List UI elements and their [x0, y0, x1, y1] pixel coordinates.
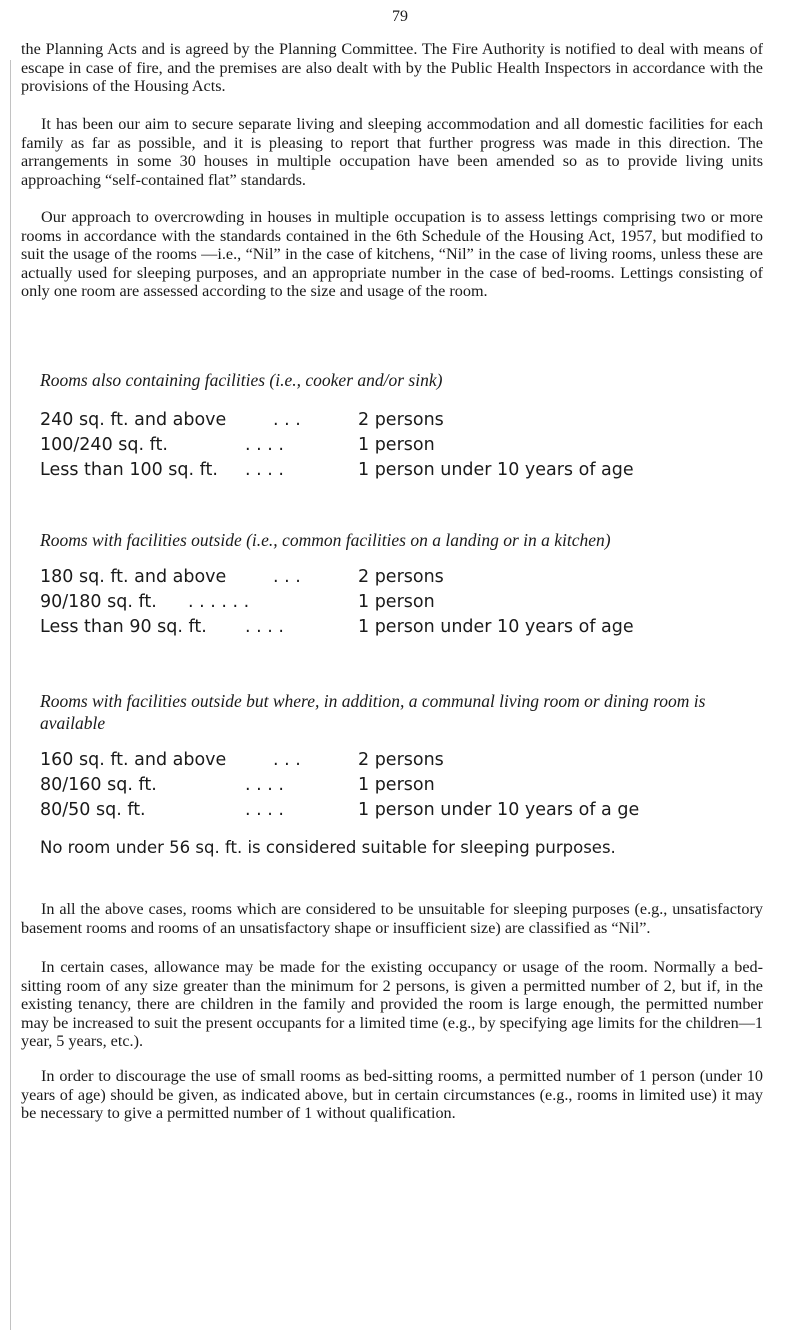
- leader-dots: . . .: [273, 567, 301, 587]
- permitted-persons: 1 person under 10 years of age: [358, 617, 634, 637]
- table-facilities-inside: [40, 408, 770, 483]
- paragraph-aim: It has been our aim to secure separate living and sleeping accommodation and all domestic facilities for each family as far as possible, and it is pleasing to report that further progress was made in this direction. The arrangements in some 30 houses in multiple occupation have been amended so as to provide living units approaching “self-contained flat” standards.: [21, 115, 763, 189]
- permitted-persons: 1 person: [358, 435, 435, 455]
- table-facilities-outside: [40, 565, 770, 640]
- table-row: [40, 773, 770, 798]
- permitted-persons: 1 person under 10 years of a ge: [358, 800, 640, 820]
- room-size: 100/240 sq. ft.: [40, 435, 168, 455]
- leader-dots: . . . . . .: [188, 592, 250, 612]
- section-heading-facilities-inside: Rooms also containing facilities (i.e., cooker and/or sink): [40, 370, 443, 390]
- table-row: [40, 433, 770, 458]
- leader-dots: . . .: [273, 410, 301, 430]
- paragraph-unsuitable-rooms: In all the above cases, rooms which are considered to be unsuitable for sleeping purposes (e.g., unsatisfactory basement rooms and rooms of an unsatisfactory shape or insufficient size) are classified as “Nil”.: [21, 900, 763, 937]
- paragraph-existing-occupancy: In certain cases, allowance may be made for the existing occupancy or usage of the room. Normally a bed-sitting room of any size greater than the minimum for 2 persons, is given a permitted number of 2, but if, in the existing tenancy, there are children in the family and provided the room is large enough, the permitted number may be increased to suit the present occupants for a limited time (e.g., by specifying age limits for the children—1 year, 5 years, etc.).: [21, 958, 763, 1050]
- leader-dots: . . . .: [245, 435, 284, 455]
- leader-dots: . . . .: [245, 800, 284, 820]
- section-heading-facilities-outside: Rooms with facilities outside (i.e., common facilities on a landing or in a kitchen): [40, 530, 611, 550]
- paragraph-planning: the Planning Acts and is agreed by the Planning Committee. The Fire Authority is notified to deal with means of escape in case of fire, and the premises are also dealt with by the Public Health Inspectors in accordance with the provisions of the Housing Acts.: [21, 40, 763, 95]
- permitted-persons: 2 persons: [358, 750, 444, 770]
- table-row: [40, 615, 770, 640]
- room-size: 90/180 sq. ft.: [40, 592, 157, 612]
- page-number: 79: [392, 8, 408, 25]
- table-row: [40, 798, 770, 823]
- permitted-persons: 1 person: [358, 775, 435, 795]
- room-size: 160 sq. ft. and above: [40, 750, 227, 770]
- room-size: Less than 100 sq. ft.: [40, 460, 218, 480]
- table-row: [40, 458, 770, 483]
- table-row: [40, 748, 770, 773]
- room-size: 80/160 sq. ft.: [40, 775, 157, 795]
- section-heading-communal-room: Rooms with facilities outside but where, in addition, a communal living room or dining room is available: [40, 691, 706, 733]
- leader-dots: . . . .: [245, 460, 284, 480]
- permitted-persons: 2 persons: [358, 410, 444, 430]
- table-communal-room: [40, 748, 770, 823]
- paragraph-small-rooms: In order to discourage the use of small rooms as bed-sitting rooms, a permitted number of 1 person (under 10 years of age) should be given, as indicated above, but in certain circumstances (e.g., rooms in limited use) it may be necessary to give a permitted number of 1 without qualification.: [21, 1067, 763, 1122]
- table-row: [40, 565, 770, 590]
- room-size: 80/50 sq. ft.: [40, 800, 146, 820]
- paragraph-approach: Our approach to overcrowding in houses in multiple occupation is to assess lettings comprising two or more rooms in accordance with the standards contained in the 6th Schedule of the Housing Act, 1957, but modified to suit the usage of the rooms —i.e., “Nil” in the case of kitchens, “Nil” in the case of living rooms, unless these are actually used for sleeping purposes, and an appropriate number in the case of bed-rooms. Lettings consisting of only one room are assessed according to the size and usage of the room.: [21, 208, 763, 300]
- minimum-size-note: No room under 56 sq. ft. is considered suitable for sleeping purposes.: [40, 838, 616, 857]
- room-size: 240 sq. ft. and above: [40, 410, 227, 430]
- permitted-persons: 2 persons: [358, 567, 444, 587]
- leader-dots: . . . .: [245, 617, 284, 637]
- leader-dots: . . .: [273, 750, 301, 770]
- room-size: 180 sq. ft. and above: [40, 567, 227, 587]
- table-row: [40, 408, 770, 433]
- permitted-persons: 1 person: [358, 592, 435, 612]
- scan-margin-line: [10, 60, 11, 1330]
- permitted-persons: 1 person under 10 years of age: [358, 460, 634, 480]
- leader-dots: . . . .: [245, 775, 284, 795]
- room-size: Less than 90 sq. ft.: [40, 617, 207, 637]
- table-row: [40, 590, 770, 615]
